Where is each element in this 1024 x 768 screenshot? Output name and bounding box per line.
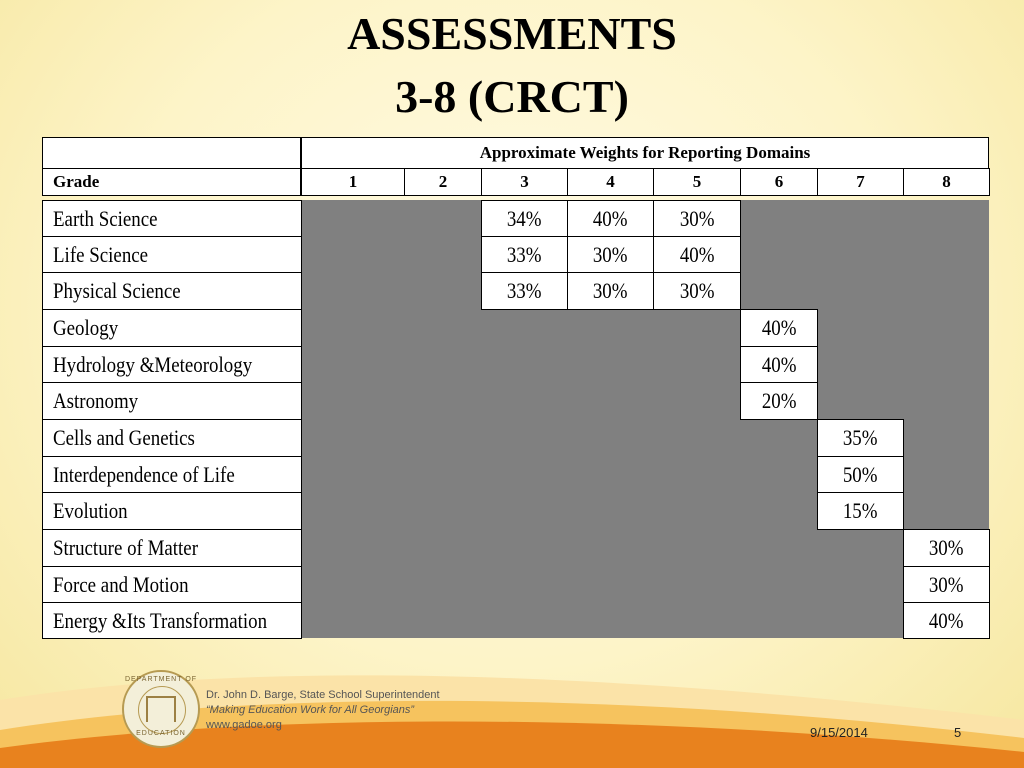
domain-label: [42, 419, 302, 457]
weight-cell: [817, 492, 904, 530]
weight-cell-text: 50%: [843, 461, 878, 487]
grade-header-6: 6: [740, 168, 818, 196]
domain-label: [42, 346, 302, 383]
weight-cell: [567, 272, 654, 310]
weight-cell: [903, 529, 990, 567]
weight-cell: [653, 236, 741, 273]
weight-cell: [481, 272, 568, 310]
domain-label-text: Interdependence of Life: [53, 461, 235, 487]
domain-label-text: Hydrology &Meteorology: [53, 351, 253, 377]
weight-cell-text: 30%: [593, 241, 628, 267]
domain-label-text: Structure of Matter: [53, 535, 199, 560]
weight-cell: [740, 346, 818, 383]
domain-label: [42, 200, 302, 237]
domain-label-text: Physical Science: [53, 278, 181, 303]
footer-motto: “Making Education Work for All Georgians”: [206, 704, 415, 716]
weight-cell-text: 40%: [761, 315, 797, 340]
grade-header-8: 8: [903, 168, 990, 196]
weight-cell: [653, 200, 741, 237]
superintendent-name: Dr. John D. Barge, State School Superintendent: [206, 689, 440, 701]
domain-label-text: Astronomy: [53, 388, 139, 413]
domain-label-text: Force and Motion: [53, 571, 189, 597]
weight-cell-text: 15%: [843, 498, 878, 523]
weight-cell-text: 40%: [593, 205, 628, 231]
weight-cell: [653, 272, 741, 310]
weight-cell-text: 30%: [929, 535, 964, 560]
weight-cell-text: 40%: [679, 241, 715, 267]
table-super-header: Approximate Weights for Reporting Domains: [301, 137, 989, 169]
domain-label: [42, 236, 302, 273]
table-header-blank: [42, 137, 301, 169]
domain-label: [42, 602, 302, 639]
footer-website: www.gadoe.org: [206, 719, 282, 731]
domain-label: [42, 492, 302, 530]
weight-cell-text: 30%: [593, 278, 628, 303]
weight-cell-text: 34%: [507, 205, 542, 231]
weight-cell: [817, 456, 904, 493]
domain-label: [42, 566, 302, 603]
domain-label-text: Cells and Genetics: [53, 425, 195, 450]
weight-cell-text: 40%: [761, 351, 797, 377]
weight-cell-text: 20%: [761, 388, 797, 413]
grade-header-4: 4: [567, 168, 654, 196]
domain-label: [42, 529, 302, 567]
slide-date: 9/15/2014: [810, 725, 868, 740]
domain-label: [42, 456, 302, 493]
domain-label-text: Energy &Its Transformation: [53, 607, 268, 633]
weight-cell-text: 33%: [507, 278, 542, 303]
weight-cell-text: 30%: [929, 571, 964, 597]
weight-cell: [740, 382, 818, 420]
domain-label-text: Geology: [53, 315, 119, 340]
grade-header-7: 7: [817, 168, 904, 196]
grade-header-3: 3: [481, 168, 568, 196]
seal-bottom-text: EDUCATION: [136, 730, 186, 737]
weight-cell: [567, 236, 654, 273]
weight-cell: [481, 200, 568, 237]
grade-header-5: 5: [653, 168, 741, 196]
weight-cell: [903, 566, 990, 603]
slide-title-line-2: 3-8 (CRCT): [395, 71, 629, 122]
weight-cell: [567, 200, 654, 237]
weight-cell-text: 33%: [507, 241, 542, 267]
domain-label-text: Life Science: [53, 241, 149, 267]
weight-cell: [481, 236, 568, 273]
weight-cell: [740, 309, 818, 347]
weight-cell: [903, 602, 990, 639]
grade-column-header: Grade: [42, 168, 301, 196]
slide-page-number: 5: [954, 725, 962, 740]
domain-label-text: Evolution: [53, 498, 128, 523]
department-seal-logo: [122, 670, 200, 748]
domain-label: [42, 382, 302, 420]
weight-cell-text: 30%: [679, 278, 715, 303]
seal-top-text: DEPARTMENT OF: [124, 676, 198, 683]
footer-signature: [206, 688, 440, 733]
weight-cell-text: 40%: [929, 607, 964, 633]
weight-cell-text: 30%: [679, 205, 715, 231]
domain-label-text: Earth Science: [53, 205, 158, 231]
grade-header-1: 1: [301, 168, 405, 196]
grade-header-2: 2: [404, 168, 482, 196]
weight-cell: [817, 419, 904, 457]
domain-label: [42, 309, 302, 347]
slide-title-line-1: ASSESSMENTS: [347, 8, 677, 59]
domain-label: [42, 272, 302, 310]
weight-cell-text: 35%: [843, 425, 878, 450]
